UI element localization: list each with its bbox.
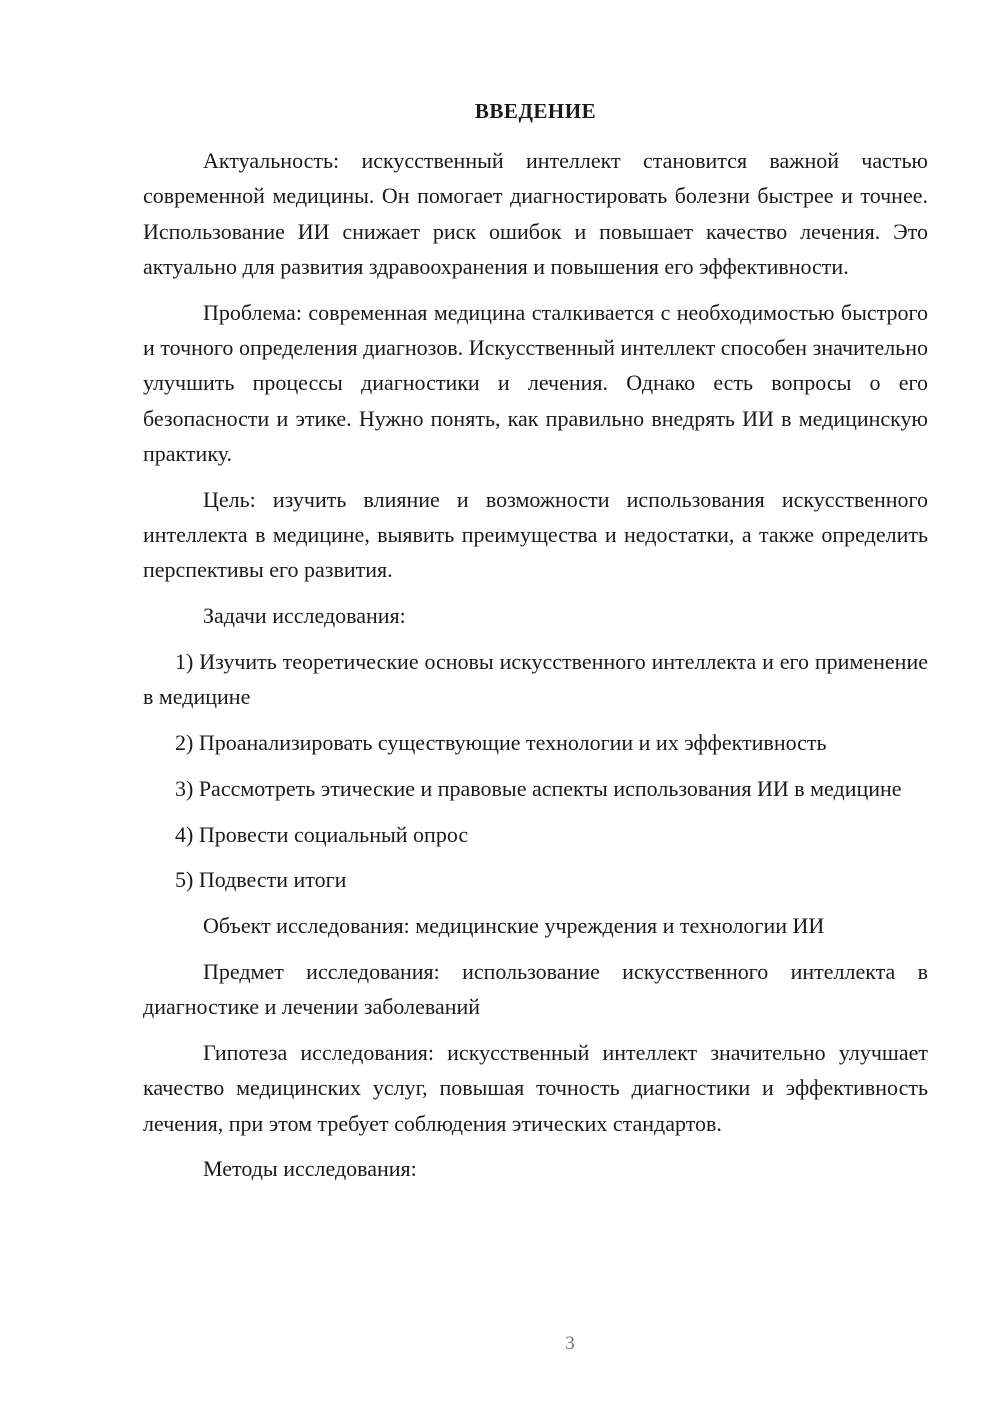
paragraph-problem: Проблема: современная медицина сталкивается с необходимостью быстрого и точного определения диагнозов. Искусственный интеллект способен значительно улучшить процессы диагностики и лечения. Однако есть вопросы о его безопасности и этике. Нужно понять, как правильно внедрять ИИ в медицинскую практику.	[143, 299, 928, 466]
page-number: 3	[565, 1333, 575, 1354]
section-title: ВВЕДЕНИЕ	[474, 99, 597, 123]
paragraph-hypothesis: Гипотеза исследования: искусственный интеллект значительно улучшает качество медицинских услуг, повышая точность диагностики и эффективность лечения, при этом требует соблюдения этических стандартов.	[143, 1040, 928, 1136]
paragraph-object: Объект исследования: медицинские учреждения и технологии ИИ	[203, 913, 825, 939]
paragraph-tasks-heading: Задачи исследования:	[203, 603, 406, 629]
paragraph-relevance: Актуальность: искусственный интеллект становится важной частью современной медицины. Он помогает диагностировать болезни быстрее и точнее. Использование ИИ снижает риск ошибок и повышает качество лечения. Это актуально для развития здравоохранения и повышения его эффективности.	[143, 148, 928, 279]
paragraph-goal: Цель: изучить влияние и возможности использования искусственного интеллекта в медицине, выявить преимущества и недостатки, а также определить перспективы его развития.	[143, 486, 928, 583]
document-body	[143, 143, 928, 1197]
task-item-4: 4) Провести социальный опрос	[175, 821, 469, 847]
paragraph-subject: Предмет исследования: использование искусственного интеллекта в диагностике и лечении заболеваний	[143, 958, 928, 1020]
paragraph-methods: Методы исследования:	[203, 1156, 417, 1182]
task-item-5: 5) Подвести итоги	[175, 867, 347, 893]
task-item-3: 3) Рассмотреть этические и правовые аспекты использования ИИ в медицине	[175, 775, 902, 801]
task-item-1: 1) Изучить теоретические основы искусственного интеллекта и его применение в медицине	[143, 648, 928, 710]
task-item-2: 2) Проанализировать существующие технологии и их эффективность	[175, 729, 827, 755]
